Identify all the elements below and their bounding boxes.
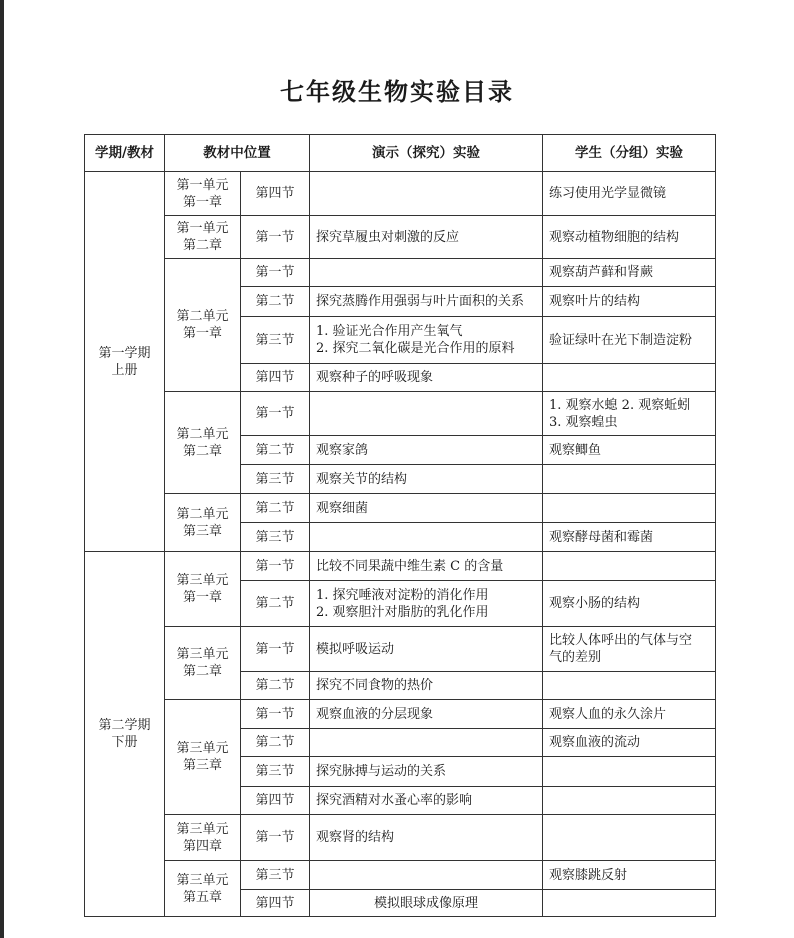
unit-cell	[165, 392, 241, 494]
student-cell: 观察鲫鱼	[543, 436, 716, 465]
student-cell	[543, 672, 716, 700]
demo-line: 2. 探究二氧化碳是光合作用的原料	[316, 341, 515, 356]
student-cell	[543, 815, 716, 861]
chapter-label: 第一章	[182, 590, 222, 605]
section-cell: 第二节	[241, 672, 310, 700]
student-cell	[543, 364, 716, 392]
student-line: 比较人体呼出的气体与空	[549, 633, 693, 648]
section-cell: 第三节	[241, 317, 310, 364]
term-label: 第一学期	[98, 345, 151, 361]
experiment-table	[84, 134, 716, 917]
chapter-label: 第一章	[182, 194, 222, 210]
unit-label: 第一单元	[176, 177, 229, 193]
section-cell: 第四节	[241, 787, 310, 815]
table-row	[85, 172, 716, 216]
student-cell: 观察酵母菌和霉菌	[543, 523, 716, 552]
table-row	[85, 700, 716, 729]
unit-label: 第三单元	[176, 872, 229, 888]
demo-cell: 探究不同食物的热价	[310, 672, 543, 700]
student-cell: 练习使用光学显微镜	[543, 172, 716, 216]
unit-cell	[165, 259, 241, 392]
header-row	[85, 135, 716, 172]
demo-cell	[310, 729, 543, 757]
unit-label: 第一单元	[176, 221, 229, 236]
section-cell: 第二节	[241, 287, 310, 317]
section-cell: 第四节	[241, 890, 310, 917]
student-cell	[543, 494, 716, 523]
demo-cell: 观察血液的分层现象	[310, 700, 543, 729]
student-line: 气的差别	[549, 650, 602, 665]
demo-cell: 观察关节的结构	[310, 465, 543, 494]
table-row	[85, 494, 716, 523]
student-cell	[543, 552, 716, 581]
demo-cell: 探究脉搏与运动的关系	[310, 757, 543, 787]
demo-cell: 观察种子的呼吸现象	[310, 364, 543, 392]
table-row	[85, 216, 716, 259]
chapter-label: 第二章	[182, 664, 222, 679]
student-cell	[543, 627, 716, 672]
demo-cell: 模拟眼球成像原理	[310, 890, 543, 917]
chapter-label: 第三章	[182, 523, 222, 539]
section-cell: 第二节	[241, 494, 310, 523]
student-cell: 观察葫芦藓和肾蕨	[543, 259, 716, 287]
demo-cell: 观察细菌	[310, 494, 543, 523]
student-cell: 验证绿叶在光下制造淀粉	[543, 317, 716, 364]
unit-label: 第二单元	[176, 426, 229, 442]
chapter-label: 第三章	[182, 758, 222, 773]
demo-line: 1. 验证光合作用产生氧气	[316, 324, 463, 339]
section-cell: 第一节	[241, 392, 310, 436]
term-cell	[85, 172, 165, 552]
unit-cell	[165, 627, 241, 700]
section-cell: 第四节	[241, 364, 310, 392]
term-book: 下册	[111, 735, 138, 750]
section-cell: 第二节	[241, 729, 310, 757]
section-cell: 第三节	[241, 523, 310, 552]
header-demo: 演示（探究）实验	[310, 135, 543, 172]
chapter-label: 第四章	[182, 838, 222, 854]
unit-label: 第三单元	[176, 741, 229, 756]
student-cell	[543, 465, 716, 494]
page-title: 七年级生物实验目录	[280, 77, 514, 106]
student-cell	[543, 757, 716, 787]
chapter-label: 第一章	[182, 326, 222, 341]
demo-cell: 观察家鸽	[310, 436, 543, 465]
demo-cell	[310, 861, 543, 890]
section-cell: 第一节	[241, 552, 310, 581]
student-cell: 观察小肠的结构	[543, 581, 716, 627]
section-cell: 第三节	[241, 757, 310, 787]
chapter-label: 第二章	[182, 443, 222, 459]
term-cell	[85, 552, 165, 917]
table-row	[85, 815, 716, 861]
section-cell: 第一节	[241, 815, 310, 861]
student-cell	[543, 392, 716, 436]
section-cell: 第三节	[241, 861, 310, 890]
header-term: 学期/教材	[85, 135, 165, 172]
unit-label: 第三单元	[176, 821, 229, 837]
student-cell: 观察血液的流动	[543, 729, 716, 757]
student-cell	[543, 890, 716, 917]
student-cell: 观察动植物细胞的结构	[543, 216, 716, 259]
unit-cell	[165, 815, 241, 861]
unit-cell	[165, 172, 241, 216]
table-row	[85, 259, 716, 287]
demo-cell: 模拟呼吸运动	[310, 627, 543, 672]
demo-line: 1. 探究唾液对淀粉的消化作用	[316, 587, 489, 603]
header-student: 学生（分组）实验	[543, 135, 716, 172]
table-row	[85, 392, 716, 436]
term-book: 上册	[111, 362, 138, 378]
student-cell: 观察叶片的结构	[543, 287, 716, 317]
demo-line: 2. 观察胆汁对脂肪的乳化作用	[316, 604, 489, 620]
table-row	[85, 627, 716, 672]
student-cell: 观察膝跳反射	[543, 861, 716, 890]
section-cell: 第一节	[241, 627, 310, 672]
student-cell: 观察人血的永久涂片	[543, 700, 716, 729]
demo-cell	[310, 523, 543, 552]
unit-label: 第三单元	[176, 647, 229, 662]
section-cell: 第三节	[241, 465, 310, 494]
section-cell: 第一节	[241, 259, 310, 287]
demo-cell	[310, 317, 543, 364]
unit-cell	[165, 700, 241, 815]
section-cell: 第一节	[241, 700, 310, 729]
chapter-label: 第五章	[182, 889, 222, 905]
table-row	[85, 861, 716, 890]
demo-cell: 探究草履虫对刺激的反应	[310, 216, 543, 259]
term-label: 第二学期	[98, 718, 151, 733]
section-cell: 第四节	[241, 172, 310, 216]
student-line: 3. 观察蝗虫	[549, 414, 618, 430]
student-line: 1. 观察水螅 2. 观察蚯蚓	[549, 397, 691, 413]
demo-cell: 探究酒精对水蚤心率的影响	[310, 787, 543, 815]
unit-cell	[165, 216, 241, 259]
unit-cell	[165, 861, 241, 917]
section-cell: 第一节	[241, 216, 310, 259]
demo-cell: 观察肾的结构	[310, 815, 543, 861]
demo-cell	[310, 392, 543, 436]
student-cell	[543, 787, 716, 815]
section-cell: 第二节	[241, 581, 310, 627]
table-row	[85, 552, 716, 581]
demo-cell	[310, 259, 543, 287]
unit-label: 第三单元	[176, 573, 229, 588]
header-position: 教材中位置	[165, 135, 310, 172]
unit-label: 第二单元	[176, 309, 229, 324]
demo-cell: 探究蒸腾作用强弱与叶片面积的关系	[310, 287, 543, 317]
section-cell: 第二节	[241, 436, 310, 465]
window-edge	[0, 0, 4, 938]
demo-cell	[310, 172, 543, 216]
unit-cell	[165, 494, 241, 552]
unit-label: 第二单元	[176, 506, 229, 522]
demo-cell	[310, 581, 543, 627]
demo-cell: 比较不同果蔬中维生素 C 的含量	[310, 552, 543, 581]
unit-cell	[165, 552, 241, 627]
chapter-label: 第二章	[182, 238, 222, 253]
